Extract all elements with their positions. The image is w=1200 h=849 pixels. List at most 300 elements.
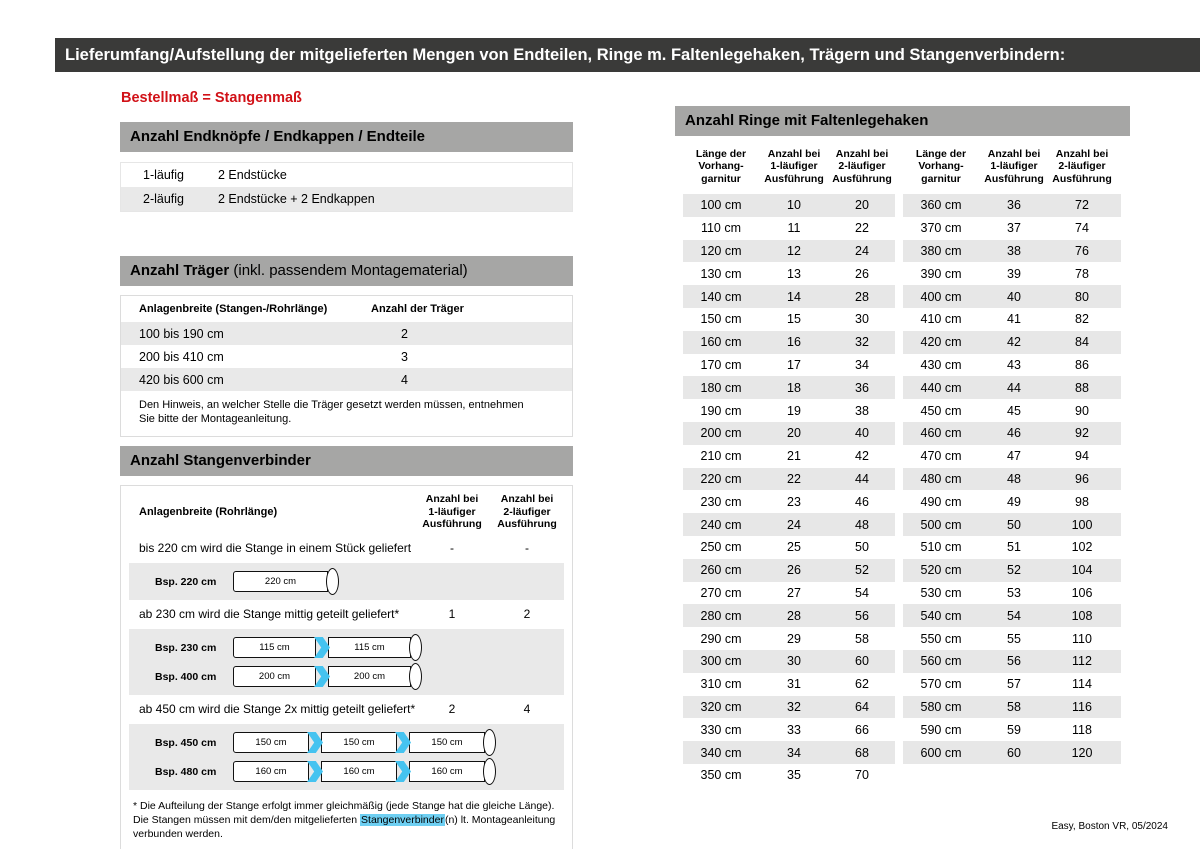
rod-diagram: [233, 758, 496, 785]
verbinder-count-2laeufig: -: [525, 541, 529, 555]
ring-count-1laeufig: 27: [787, 585, 801, 600]
ring-table-row: [903, 559, 1121, 582]
ring-length: 230 cm: [700, 494, 742, 509]
ring-col-header-line: Anzahl bei: [767, 148, 821, 160]
ring-count-1laeufig: 10: [787, 198, 801, 213]
ring-table-left: [683, 146, 895, 787]
page-footer: Easy, Boston VR, 05/2024: [1051, 821, 1168, 832]
ring-count-2laeufig: 100: [1071, 517, 1093, 532]
ring-count-1laeufig: 46: [1007, 426, 1021, 441]
endteile-row-label: 2-läufig: [143, 192, 184, 206]
ring-col-header: [903, 146, 979, 185]
rod-segment: 160 cm: [321, 761, 397, 782]
ring-count-2laeufig: 104: [1071, 563, 1093, 578]
ring-count-1laeufig: 29: [787, 631, 801, 646]
ring-count-1laeufig: 43: [1007, 357, 1021, 372]
endteile-row: [121, 163, 572, 187]
ring-count-2laeufig: 22: [855, 221, 869, 236]
rod-segment: 150 cm: [233, 732, 309, 753]
ring-length: 370 cm: [920, 221, 962, 236]
ring-count-1laeufig: 55: [1007, 631, 1021, 646]
ring-length: 180 cm: [700, 380, 742, 395]
ring-length: 250 cm: [700, 540, 742, 555]
ring-col-header: [683, 146, 759, 185]
ring-table-header: [683, 146, 895, 194]
rod-example-row: [129, 633, 564, 662]
ring-length: 220 cm: [700, 471, 742, 486]
rod-segment: 160 cm: [233, 761, 309, 782]
ring-count-1laeufig: 47: [1007, 449, 1021, 464]
ring-count-2laeufig: 52: [855, 563, 869, 578]
ring-count-1laeufig: 24: [787, 517, 801, 532]
ring-table-row: [683, 673, 895, 696]
ring-count-2laeufig: 48: [855, 517, 869, 532]
ring-count-1laeufig: 44: [1007, 380, 1021, 395]
ring-count-2laeufig: 64: [855, 699, 869, 714]
footnote-text-pre: * Die Aufteilung der Stange erfolgt immer gleichmäßig (jede Stange hat die gleiche Länge). Die Stangen müssen mit dem/den mitgelieferten: [133, 800, 555, 827]
rod-endcap-icon: [409, 663, 422, 690]
ring-length: 340 cm: [700, 745, 742, 760]
ring-col-header-line: Ausführung: [764, 172, 824, 185]
ring-count-1laeufig: 42: [1007, 335, 1021, 350]
col-header-line: Ausführung: [422, 518, 482, 531]
ring-col-header-line: Vorhang-: [698, 160, 744, 173]
verbinder-group-row: [121, 541, 572, 558]
ring-count-1laeufig: 35: [787, 768, 801, 783]
ring-col-header: [1049, 146, 1115, 185]
ring-count-1laeufig: 34: [787, 745, 801, 760]
ring-table-row: [683, 650, 895, 673]
rod-example-row: [129, 662, 564, 691]
ring-col-header-line: 1-läufiger: [770, 160, 818, 173]
ring-table-row: [683, 354, 895, 377]
ring-count-2laeufig: 120: [1071, 745, 1093, 760]
ring-count-1laeufig: 37: [1007, 221, 1021, 236]
ring-table-row: [683, 718, 895, 741]
ring-count-1laeufig: 26: [787, 563, 801, 578]
traeger-row: [121, 368, 572, 391]
ring-count-1laeufig: 32: [787, 699, 801, 714]
section-ringe-title: Anzahl Ringe mit Faltenlegehaken: [685, 112, 929, 129]
traeger-row: [121, 345, 572, 368]
ring-col-header-line: Ausführung: [984, 172, 1044, 185]
traeger-range: 420 bis 600 cm: [139, 372, 224, 387]
ring-length: 440 cm: [920, 380, 962, 395]
section-traeger-subtitle: (inkl. passendem Montagematerial): [229, 262, 468, 279]
col-header-line: 1-läufiger: [428, 505, 476, 518]
ring-count-2laeufig: 90: [1075, 403, 1089, 418]
ring-col-header-line: 2-läufiger: [1058, 160, 1106, 173]
ring-table-row: [683, 764, 895, 787]
ring-table-row: [683, 308, 895, 331]
ring-length: 600 cm: [920, 745, 962, 760]
ring-length: 270 cm: [700, 585, 742, 600]
ring-col-header-line: Vorhang-: [918, 160, 964, 173]
ring-length: 490 cm: [920, 494, 962, 509]
ring-table-row: [903, 354, 1121, 377]
ring-length: 120 cm: [700, 243, 742, 258]
verbinder-group-label: ab 450 cm wird die Stange 2x mittig geteilt geliefert*: [139, 702, 416, 716]
verbinder-example-block: [129, 629, 564, 695]
ring-col-header-line: Ausführung: [832, 172, 892, 185]
verbinder-count-1laeufig: 1: [448, 607, 456, 621]
ring-table-row: [683, 604, 895, 627]
ring-table-row: [903, 604, 1121, 627]
verbinder-groups: [121, 541, 572, 790]
ring-col-header-line: Anzahl bei: [987, 148, 1041, 160]
ring-count-2laeufig: 46: [855, 494, 869, 509]
ring-length: 430 cm: [920, 357, 962, 372]
ring-count-2laeufig: 66: [855, 722, 869, 737]
rod-segment: 115 cm: [233, 637, 316, 658]
traeger-note: Den Hinweis, an welcher Stelle die Träger gesetzt werden müssen, entnehmen Sie bitte der Montageanleitung.: [139, 399, 524, 426]
ring-count-2laeufig: 114: [1072, 677, 1092, 692]
ring-count-2laeufig: 62: [855, 677, 869, 692]
ring-count-1laeufig: 17: [787, 357, 801, 372]
ring-count-1laeufig: 59: [1007, 722, 1021, 737]
ring-count-1laeufig: 15: [787, 312, 801, 327]
endteile-row-value: 2 Endstücke: [218, 168, 287, 182]
ring-count-1laeufig: 54: [1007, 608, 1021, 623]
ring-col-header-line: garnitur: [701, 172, 741, 185]
ring-col-header: [759, 146, 829, 185]
endteile-row-value: 2 Endstücke + 2 Endkappen: [218, 192, 375, 206]
ring-count-1laeufig: 14: [787, 289, 801, 304]
ring-count-1laeufig: 39: [1007, 266, 1021, 281]
ring-count-2laeufig: 96: [1075, 471, 1089, 486]
traeger-count: 4: [401, 372, 408, 387]
section-traeger-title: Anzahl Träger: [130, 262, 230, 279]
ring-count-1laeufig: 41: [1007, 312, 1021, 327]
ring-length: 350 cm: [700, 768, 742, 783]
ring-count-1laeufig: 16: [787, 335, 801, 350]
ring-count-2laeufig: 68: [855, 745, 869, 760]
ring-length: 360 cm: [920, 198, 962, 213]
ring-count-1laeufig: 31: [787, 677, 801, 692]
ring-count-2laeufig: 32: [855, 335, 869, 350]
ring-length: 510 cm: [920, 540, 962, 555]
ring-table-row: [903, 194, 1121, 217]
ring-table-row: [903, 582, 1121, 605]
ring-length: 150 cm: [700, 312, 742, 327]
ring-table-row: [903, 376, 1121, 399]
ring-count-1laeufig: 40: [1007, 289, 1021, 304]
ring-count-2laeufig: 58: [855, 631, 869, 646]
verbinder-table: [120, 485, 573, 849]
rod-example-row: [129, 567, 564, 596]
verbinder-col1-header: Anlagenbreite (Rohrlänge): [139, 506, 278, 518]
ring-table-row: [903, 741, 1121, 764]
ring-count-2laeufig: 108: [1071, 608, 1093, 623]
ring-count-1laeufig: 36: [1007, 198, 1021, 213]
ring-table-row: [683, 262, 895, 285]
ring-table-row: [903, 308, 1121, 331]
ring-length: 400 cm: [920, 289, 962, 304]
ring-count-2laeufig: 36: [855, 380, 869, 395]
traeger-row: [121, 322, 572, 345]
traeger-count: 2: [401, 326, 408, 341]
ring-length: 310 cm: [700, 677, 742, 692]
ring-table-row: [903, 331, 1121, 354]
ring-length: 540 cm: [920, 608, 962, 623]
verbinder-group-row: [121, 607, 572, 624]
ring-count-2laeufig: 116: [1072, 699, 1092, 714]
ring-count-2laeufig: 50: [855, 540, 869, 555]
ring-count-1laeufig: 20: [787, 426, 801, 441]
ring-length: 330 cm: [700, 722, 742, 737]
ring-count-1laeufig: 48: [1007, 471, 1021, 486]
ring-col-header-line: 2-läufiger: [838, 160, 886, 173]
ring-length: 100 cm: [700, 198, 742, 213]
verbinder-count-1laeufig: 2: [448, 702, 456, 716]
ring-col-header-line: 1-läufiger: [990, 160, 1038, 173]
ring-table-row: [683, 217, 895, 240]
ring-table-row: [903, 536, 1121, 559]
ring-count-2laeufig: 38: [855, 403, 869, 418]
traeger-range: 200 bis 410 cm: [139, 349, 224, 364]
ring-count-1laeufig: 58: [1007, 699, 1021, 714]
ring-count-1laeufig: 56: [1007, 654, 1021, 669]
ring-count-1laeufig: 57: [1007, 677, 1021, 692]
rod-endcap-icon: [326, 568, 339, 595]
rod-diagram: [233, 663, 422, 690]
ring-count-2laeufig: 110: [1072, 631, 1092, 646]
ring-table-row: [903, 627, 1121, 650]
ring-count-2laeufig: 80: [1075, 289, 1089, 304]
ring-length: 190 cm: [700, 403, 742, 418]
page-title: Lieferumfang/Aufstellung der mitgelieferten Mengen von Endteilen, Ringe m. Faltenlegehaken, Trägern und Stangenverbindern:: [55, 38, 1200, 72]
ring-col-header: [979, 146, 1049, 185]
rod-segment: 220 cm: [233, 571, 328, 592]
ring-count-1laeufig: 18: [787, 380, 801, 395]
ring-table-row: [683, 536, 895, 559]
ring-length: 280 cm: [700, 608, 742, 623]
rod-segment: 150 cm: [409, 732, 485, 753]
ring-count-2laeufig: 28: [855, 289, 869, 304]
section-verbinder-title: Anzahl Stangenverbinder: [130, 452, 311, 469]
ring-count-2laeufig: 20: [855, 198, 869, 213]
ring-col-header-line: Ausführung: [1052, 172, 1112, 185]
ring-length: 260 cm: [700, 563, 742, 578]
rod-segment: 160 cm: [409, 761, 485, 782]
ring-table-row: [683, 490, 895, 513]
ring-length: 320 cm: [700, 699, 742, 714]
ring-length: 380 cm: [920, 243, 962, 258]
ring-table-row: [903, 673, 1121, 696]
ring-count-2laeufig: 60: [855, 654, 869, 669]
ring-length: 470 cm: [920, 449, 962, 464]
rod-example-label: Bsp. 400 cm: [155, 670, 217, 683]
section-ringe-header: [675, 106, 1130, 136]
ring-table-row: [683, 741, 895, 764]
ring-count-2laeufig: 92: [1075, 426, 1089, 441]
ring-table-row: [903, 696, 1121, 719]
rod-diagram: [233, 634, 422, 661]
verbinder-example-block: [129, 563, 564, 600]
ring-table-row: [683, 445, 895, 468]
footnote-highlight: Stangenverbinder: [361, 814, 444, 827]
ring-table-row: [683, 468, 895, 491]
ring-count-1laeufig: 19: [787, 403, 801, 418]
ring-table-row: [683, 194, 895, 217]
ring-length: 300 cm: [700, 654, 742, 669]
ring-length: 240 cm: [700, 517, 742, 532]
verbinder-count-2laeufig: 4: [523, 702, 531, 716]
ring-table-row: [683, 285, 895, 308]
ring-length: 140 cm: [700, 289, 742, 304]
ring-count-1laeufig: 30: [787, 654, 801, 669]
ring-table-row: [903, 262, 1121, 285]
ring-count-2laeufig: 26: [855, 266, 869, 281]
ring-count-2laeufig: 78: [1075, 266, 1089, 281]
ring-table-row: [903, 217, 1121, 240]
rod-example-label: Bsp. 480 cm: [155, 765, 217, 778]
ring-count-1laeufig: 53: [1007, 585, 1021, 600]
ring-length: 530 cm: [920, 585, 962, 600]
ring-count-1laeufig: 49: [1007, 494, 1021, 509]
ring-count-2laeufig: 34: [855, 357, 869, 372]
section-endteile-title: Anzahl Endknöpfe / Endkappen / Endteile: [130, 128, 426, 145]
ring-table-row: [683, 513, 895, 536]
traeger-table-header: [121, 296, 572, 322]
ring-length: 130 cm: [700, 266, 742, 281]
traeger-range: 100 bis 190 cm: [139, 326, 224, 341]
ring-col-header-line: Anzahl bei: [835, 148, 889, 160]
ring-count-1laeufig: 23: [787, 494, 801, 509]
ring-table-row: [903, 399, 1121, 422]
ring-count-1laeufig: 52: [1007, 563, 1021, 578]
traeger-col1-header: Anlagenbreite (Stangen-/Rohrlänge): [139, 303, 328, 315]
rod-segment: 150 cm: [321, 732, 397, 753]
verbinder-col-1laeufig-header: [417, 493, 487, 531]
ring-length: 480 cm: [920, 471, 962, 486]
ring-count-2laeufig: 82: [1075, 312, 1089, 327]
ring-length: 450 cm: [920, 403, 962, 418]
ring-table-header: [903, 146, 1121, 194]
ring-table-row: [683, 559, 895, 582]
ring-count-2laeufig: 112: [1072, 654, 1092, 669]
ring-length: 110 cm: [700, 221, 742, 236]
traeger-col2-header: Anzahl der Träger: [371, 303, 464, 315]
ring-length: 520 cm: [920, 563, 962, 578]
ring-length: 590 cm: [920, 722, 962, 737]
ring-table-row: [903, 240, 1121, 263]
ring-length: 410 cm: [920, 312, 962, 327]
verbinder-col-2laeufig-header: [492, 493, 562, 531]
rod-example-label: Bsp. 230 cm: [155, 641, 217, 654]
ring-count-1laeufig: 33: [787, 722, 801, 737]
ring-length: 580 cm: [920, 699, 962, 714]
ring-length: 560 cm: [920, 654, 962, 669]
ring-table-row: [903, 285, 1121, 308]
ring-table-row: [683, 582, 895, 605]
ring-count-1laeufig: 25: [787, 540, 801, 555]
ring-table-right: [903, 146, 1121, 764]
footnote-text-post: (n) lt. Montageanleitung verbunden werden.: [133, 814, 556, 841]
ring-count-2laeufig: 94: [1075, 449, 1089, 464]
ring-count-2laeufig: 76: [1075, 243, 1089, 258]
ring-col-header-line: Länge der: [695, 148, 747, 160]
ring-length: 200 cm: [700, 426, 742, 441]
ring-count-1laeufig: 12: [787, 243, 801, 258]
ring-col-header-line: garnitur: [921, 172, 961, 185]
ring-count-2laeufig: 74: [1075, 221, 1089, 236]
ring-count-2laeufig: 118: [1072, 722, 1092, 737]
ring-count-1laeufig: 13: [787, 266, 801, 281]
ring-count-1laeufig: 45: [1007, 403, 1021, 418]
ring-count-1laeufig: 11: [787, 221, 801, 236]
ring-count-2laeufig: 40: [855, 426, 869, 441]
ring-table-row: [683, 376, 895, 399]
ring-count-2laeufig: 54: [855, 585, 869, 600]
verbinder-group-row: [121, 702, 572, 719]
ring-table-row: [683, 696, 895, 719]
ring-length: 460 cm: [920, 426, 962, 441]
ring-length: 390 cm: [920, 266, 962, 281]
ring-table-row: [903, 490, 1121, 513]
endteile-table: [120, 162, 573, 212]
ring-count-2laeufig: 42: [855, 449, 869, 464]
verbinder-count-2laeufig: 2: [523, 607, 531, 621]
endteile-row-label: 1-läufig: [143, 168, 184, 182]
ring-col-header: [829, 146, 895, 185]
col-header-line: Anzahl bei: [500, 493, 554, 505]
rod-diagram: [233, 568, 339, 595]
verbinder-group-label: ab 230 cm wird die Stange mittig geteilt geliefert*: [139, 607, 400, 621]
rod-example-label: Bsp. 450 cm: [155, 736, 217, 749]
verbinder-footnote: [133, 799, 558, 842]
ring-count-2laeufig: 106: [1071, 585, 1093, 600]
section-verbinder-header: [120, 446, 573, 476]
ring-count-2laeufig: 102: [1071, 540, 1093, 555]
ring-count-2laeufig: 70: [855, 768, 869, 783]
rod-example-row: [129, 728, 564, 757]
rod-segment: 200 cm: [233, 666, 316, 687]
ring-col-header-line: Anzahl bei: [1055, 148, 1109, 160]
endteile-row: [121, 187, 572, 211]
verbinder-table-header: [121, 486, 572, 534]
ring-count-1laeufig: 50: [1007, 517, 1021, 532]
col-header-line: 2-läufiger: [503, 505, 551, 518]
rod-endcap-icon: [409, 634, 422, 661]
traeger-rows: [121, 322, 572, 391]
ring-length: 160 cm: [700, 335, 742, 350]
ring-count-2laeufig: 84: [1075, 335, 1089, 350]
traeger-count: 3: [401, 349, 408, 364]
ring-table-row: [903, 650, 1121, 673]
ring-count-1laeufig: 22: [787, 471, 801, 486]
ring-count-1laeufig: 38: [1007, 243, 1021, 258]
ring-table-row: [903, 468, 1121, 491]
ring-length: 570 cm: [920, 677, 962, 692]
section-endteile-header: [120, 122, 573, 152]
ring-length: 290 cm: [700, 631, 742, 646]
ring-count-1laeufig: 60: [1007, 745, 1021, 760]
section-traeger-header: [120, 256, 573, 286]
ring-table-row: [903, 422, 1121, 445]
ring-length: 550 cm: [920, 631, 962, 646]
rod-endcap-icon: [483, 758, 496, 785]
rod-example-label: Bsp. 220 cm: [155, 575, 217, 588]
verbinder-group-label: bis 220 cm wird die Stange in einem Stück geliefert: [139, 541, 412, 555]
ring-length: 420 cm: [920, 335, 962, 350]
ring-count-1laeufig: 28: [787, 608, 801, 623]
rod-segment: 115 cm: [328, 637, 411, 658]
rod-segment: 200 cm: [328, 666, 411, 687]
ring-length: 170 cm: [700, 357, 742, 372]
ring-count-2laeufig: 30: [855, 312, 869, 327]
ring-table-row: [903, 718, 1121, 741]
